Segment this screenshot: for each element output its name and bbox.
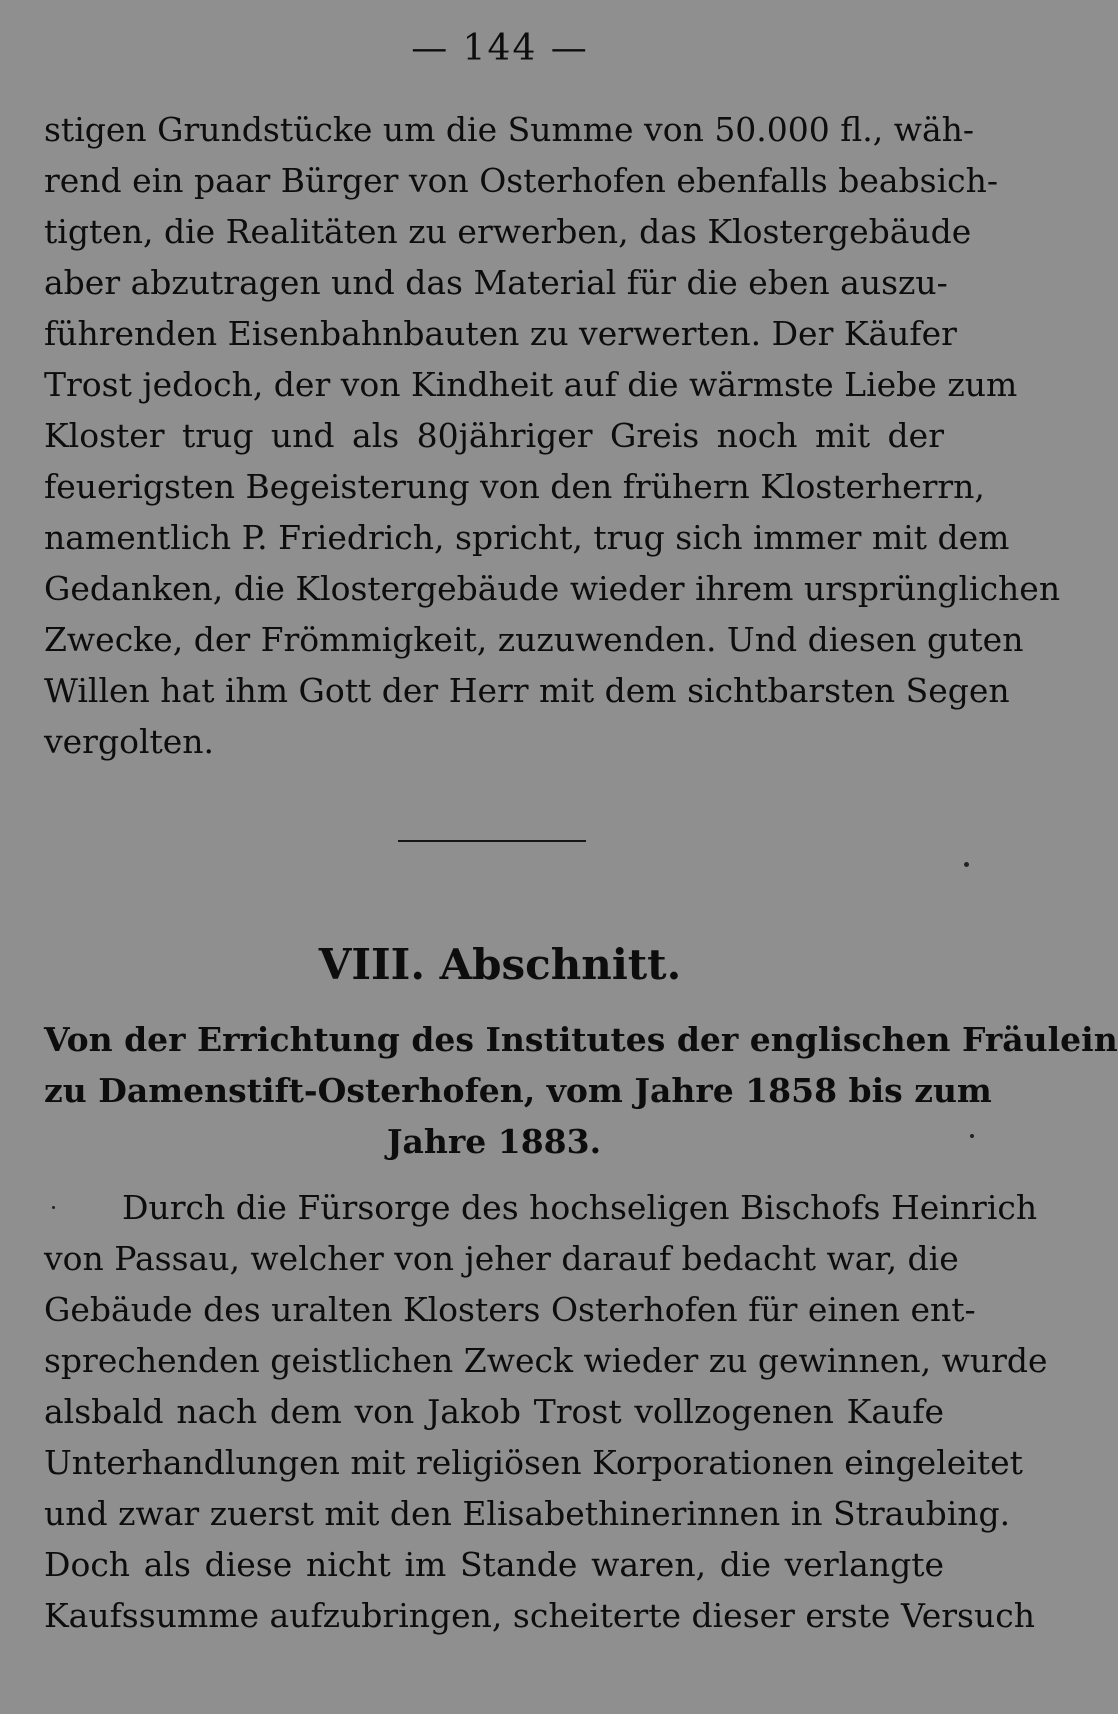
print-speck (970, 1134, 974, 1138)
text-line: von Passau, welcher von jeher darauf bedacht war, die (44, 1239, 959, 1278)
text-line: Gebäude des uralten Klosters Osterhofen für einen ent- (44, 1290, 976, 1329)
paragraph-2 (44, 1182, 1048, 1641)
text-line: Durch die Fürsorge des hochseligen Bischofs Heinrich (122, 1188, 1038, 1227)
subtitle-line: zu Damenstift-Osterhofen, vom Jahre 1858 bis zum (44, 1071, 992, 1110)
section-subtitle (44, 1014, 1118, 1167)
text-line: stigen Grundstücke um die Summe von 50.000 fl., wäh- (44, 110, 975, 149)
text-line: vergolten. (44, 722, 215, 761)
text-line: Unterhandlungen mit religiösen Korporationen eingeleitet (44, 1443, 1023, 1482)
text-line: Doch als diese nicht im Stande waren, die verlangte (44, 1545, 944, 1584)
print-speck (52, 1206, 55, 1209)
text-line: führenden Eisenbahnbauten zu verwerten. Der Käufer (44, 314, 957, 353)
text-line: Willen hat ihm Gott der Herr mit dem sichtbarsten Segen (44, 671, 1010, 710)
subtitle-line: Jahre 1883. (386, 1122, 602, 1161)
text-line: sprechenden geistlichen Zweck wieder zu gewinnen, wurde (44, 1341, 1048, 1380)
text-line: tigten, die Realitäten zu erwerben, das Klostergebäude (44, 212, 972, 251)
text-line: Kaufssumme aufzubringen, scheiterte dieser erste Versuch (44, 1596, 1035, 1635)
text-line: Trost jedoch, der von Kindheit auf die wärmste Liebe zum (44, 365, 1018, 404)
section-title: VIII. Abschnitt. (318, 940, 682, 989)
subtitle-line: Von der Errichtung des Institutes der englischen Fräulein (44, 1020, 1118, 1059)
text-line: Kloster trug und als 80jähriger Greis noch mit der (44, 416, 944, 455)
print-speck (964, 862, 969, 867)
text-line: rend ein paar Bürger von Osterhofen ebenfalls beabsich- (44, 161, 999, 200)
text-line: alsbald nach dem von Jakob Trost vollzogenen Kaufe (44, 1392, 944, 1431)
text-line: aber abzutragen und das Material für die eben auszu- (44, 263, 948, 302)
text-line: Gedanken, die Klostergebäude wieder ihrem ursprünglichen (44, 569, 1061, 608)
text-line: feuerigsten Begeisterung von den frühern Klosterherrn, (44, 467, 985, 506)
text-line: und zwar zuerst mit den Elisabethinerinnen in Straubing. (44, 1494, 1011, 1533)
text-line: namentlich P. Friedrich, spricht, trug sich immer mit dem (44, 518, 1010, 557)
paragraph-1 (44, 104, 1061, 767)
section-divider (398, 840, 586, 842)
page-number: — 144 — (411, 28, 589, 69)
text-line: Zwecke, der Frömmigkeit, zuzuwenden. Und diesen guten (44, 620, 1024, 659)
